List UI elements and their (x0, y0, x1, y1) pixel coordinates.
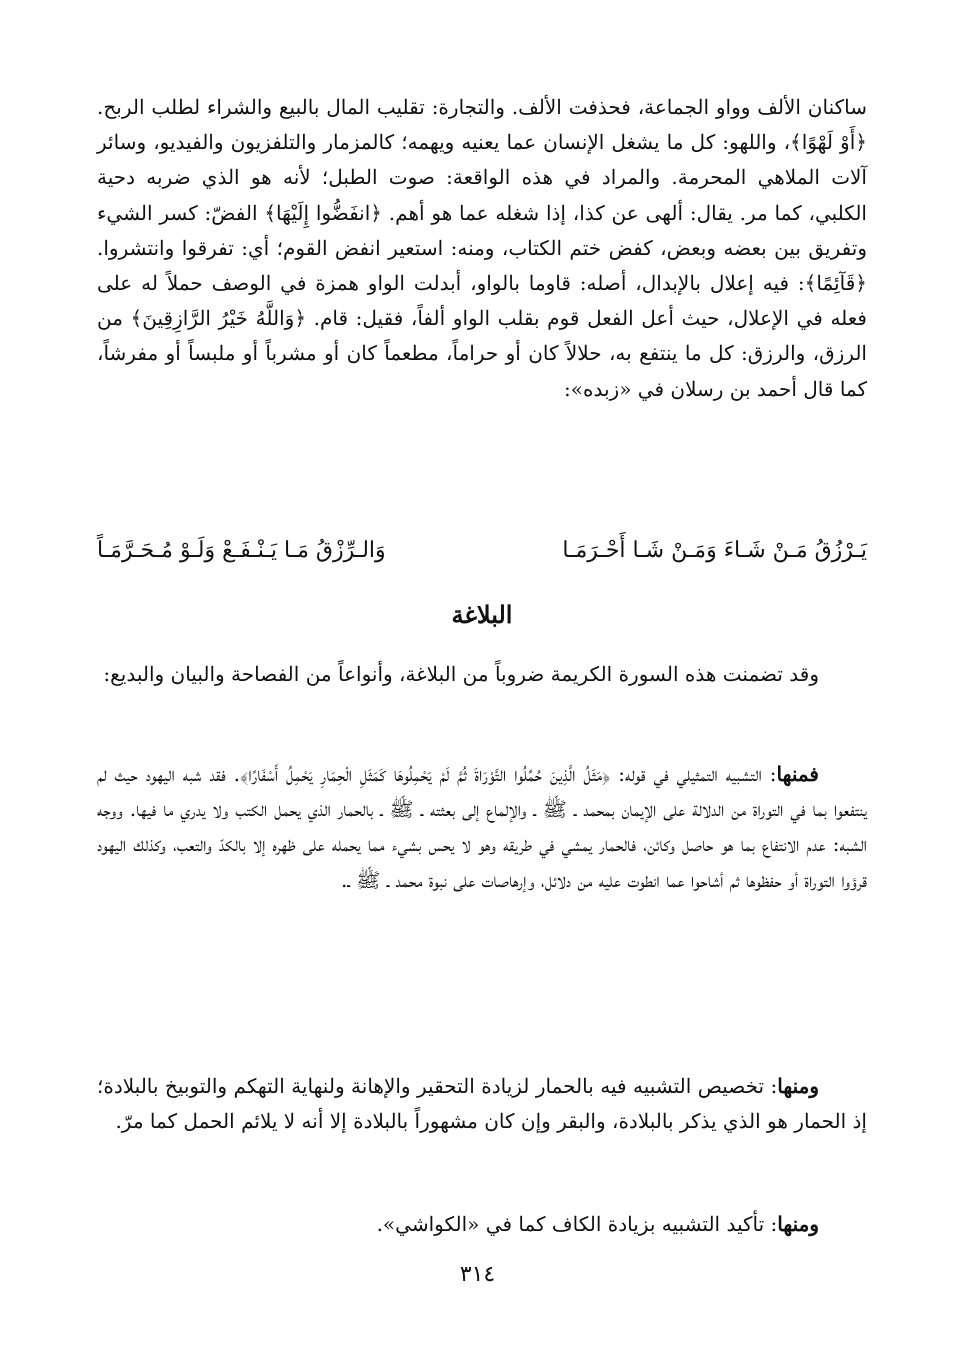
section-heading: البلاغة (451, 600, 513, 629)
page-number: ٣١٤ (459, 1262, 496, 1287)
point-lead: ومنها (777, 1212, 819, 1236)
verse-hemistich-first: يَـرْزُقُ مَـنْ شَـاءَ وَمَـنْ شَـا أَحْـرَمَـا (562, 537, 867, 563)
rhetoric-point (97, 757, 867, 898)
intro-paragraph: وقد تضمنت هذه السورة الكريمة ضروباً من البلاغة، وأنواعاً من الفصاحة والبيان والبديع: (103, 662, 819, 686)
rhetoric-point (97, 1069, 867, 1139)
point-text: : التشبيه التمثيلي في قوله: ﴿مَثَلُ الَّذِينَ حُمِّلُوا التَّوْرَاةَ ثُمَّ لَمْ يَحْمِلُوهَا كَمَثَلِ الْحِمَارِ يَحْمِلُ أَسْفَارًا﴾. فقد شبه اليهود حيث لم ينتفعوا بما في التوراة من الدلالة على الإيمان بمحمد ـ ﷺ ـ والإلماع إلى بعثته ـ ﷺ ـ بالحمار الذي يحمل الكتب ولا يدري ما فيها. ووجه الشبه: عدم الانتفاع بما هو حاصل وكائن، فالحمار يمشي في طريقه وهو لا يحس بشيء مما يحمله على ظهره إلا بالكدّ والتعب، وكذلك اليهود قرؤوا التوراة أو حفظوها ثم أشاحوا عما انطوت عليه من دلائل، وإرهاصات على نبوة محمد ـ ﷺ ـ. (97, 762, 867, 892)
point-lead: ومنها (777, 1074, 819, 1098)
point-text: : تأكيد التشبيه بزيادة الكاف كما في «الكواشي». (376, 1212, 778, 1236)
verse-hemistich-second: وَالـرِّزْقُ مَـا يَـنْـفَـعْ وَلَـوْ مُـحَـرَّمَـاً (97, 537, 386, 563)
continuation-paragraph: ساكنان الألف وواو الجماعة، فحذفت الألف. والتجارة: تقليب المال بالبيع والشراء لطلب الربح. ﴿أَوْ لَهْوًا﴾، واللهو: كل ما يشغل الإنسان عما يعنيه ويهمه؛ كالمزمار والتلفزيون والفيديو، وسائر آلات الملاهي المحرمة. والمراد في هذه الواقعة: صوت الطبل؛ لأنه هو الذي ضربه دحية الكلبي، كما مر. يقال: ألهى عن كذا، إذا شغله عما هو أهم. ﴿انفَضُّوا إِلَيْهَا﴾ الفضّ: كسر الشيء وتفريق بين بعضه وبعض، كفض ختم الكتاب، ومنه: استعير انفض القوم؛ أي: تفرقوا وانتشروا. ﴿قَآئِمًا﴾: فيه إعلال بالإبدال، أصله: قاوما بالواو، أبدلت الواو همزة في الوصف حملاً له على فعله في الإعلال، حيث أعل الفعل قوم بقلب الواو ألفاً، فقيل: قام. ﴿وَاللَّهُ خَيْرُ الرَّازِقِينَ﴾ من الرزق، والرزق: كل ما ينتفع به، حلالاً كان أو حراماً، مطعماً كان أو مشرباً أو ملبساً أو مفرشاً، كما قال أحمد بن رسلان في «زبده»: (97, 95, 867, 401)
poetry-verse (97, 526, 867, 574)
rhetoric-point (97, 1207, 867, 1242)
point-lead: فمنها (776, 762, 819, 786)
point-text: : تخصيص التشبيه فيه بالحمار لزيادة التحقير والإهانة ولنهاية التهكم والتوبيخ بالبلادة؛ إذ الحمار هو الذي يذكر بالبلادة، والبقر وإن كان مشهوراً بالبلادة إلا أنه لا يلائم الحمل كما مرّ. (97, 1074, 867, 1134)
